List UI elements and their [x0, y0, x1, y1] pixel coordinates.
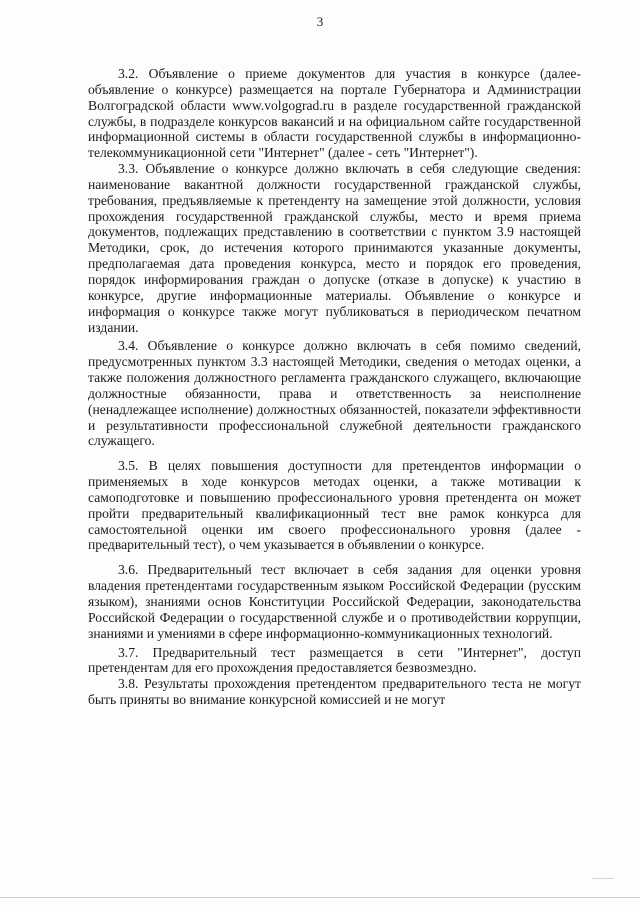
document-body [88, 66, 581, 708]
scan-artifact [592, 878, 614, 879]
paragraph-3-3: 3.3. Объявление о конкурсе должно включать в себя следующие сведения: наименование вакантной должности государственной гражданской службы, требования, предъявляемые к претенденту на замещение этой должности, условия прохождения государственной гражданской службы, место и время приема документов, подлежащих представлению в соответствии с пунктом 3.9 настоящей Методики, срок, до истечения которого принимаются указанные документы, предполагаемая дата проведения конкурса, место и порядок его проведения, порядок информирования граждан о допуске (отказе в допуске) к участию в конкурсе, другие информационные материалы. Объявление о конкурсе и информация о конкурсе также могут публиковаться в периодическом печатном издании. [88, 161, 581, 335]
paragraph-3-6: 3.6. Предварительный тест включает в себя задания для оценки уровня владения претендентами государственным языком Российской Федерации (русским языком), знаниями основ Конституции Российской Федерации, законодательства Российской Федерации о государственной службе и о противодействии коррупции, знаниями и умениями в сфере информационно-коммуникационных технологий. [88, 562, 581, 641]
paragraph-3-8: 3.8. Результаты прохождения претендентом предварительного теста не могут быть приняты во внимание конкурсной комиссией и не могут [88, 676, 581, 708]
paragraph-3-2: 3.2. Объявление о приеме документов для участия в конкурсе (далее-объявление о конкурсе) размещается на портале Губернатора и Администрации Волгоградской области www.volgograd.ru в разделе государственной гражданской службы, в подразделе конкурсов вакансий и на официальном сайте государственной информационной системы в области государственной службы в информационно-телекоммуникационной сети "Интернет" (далее - сеть "Интернет"). [88, 66, 581, 161]
page-number: 3 [316, 14, 324, 29]
paragraph-3-5: 3.5. В целях повышения доступности для претендентов информации о применяемых в ходе конкурсов методах оценки, а также мотивации к самоподготовке и повышению профессионального уровня претендента он может пройти предварительный квалификационный тест вне рамок конкурса для самостоятельной оценки им своего профессионального уровня (далее - предварительный тест), о чем указывается в объявлении о конкурсе. [88, 458, 581, 553]
scan-edge-line [0, 897, 640, 898]
paragraph-3-4: 3.4. Объявление о конкурсе должно включать в себя помимо сведений, предусмотренных пунктом 3.3 настоящей Методики, сведения о методах оценки, а также положения должностного регламента гражданского служащего, включающие должностные обязанности, права и ответственность за неисполнение (ненадлежащее исполнение) должностных обязанностей, показатели эффективности и результативности профессиональной служебной деятельности гражданского служащего. [88, 338, 581, 449]
paragraph-3-7: 3.7. Предварительный тест размещается в сети "Интернет", доступ претендентам для его прохождения предоставляется безвозмездно. [88, 644, 581, 676]
